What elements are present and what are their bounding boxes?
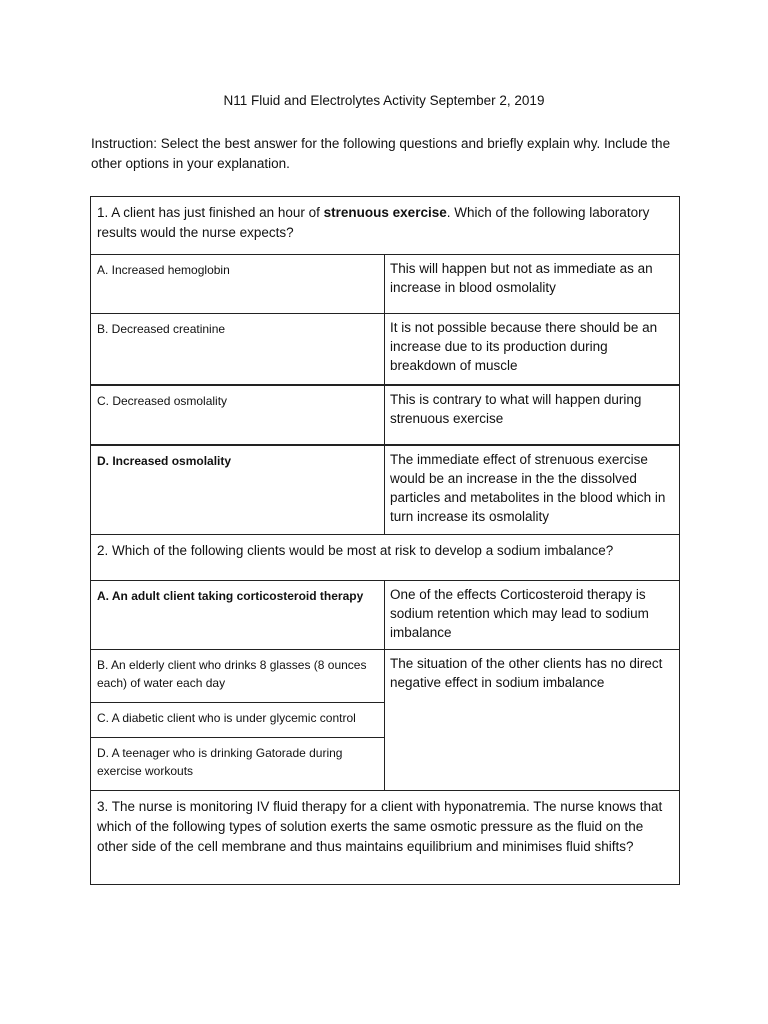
q1-option-b: B. Decreased creatinine xyxy=(91,314,385,386)
q1-text-bold: strenuous exercise xyxy=(323,205,447,220)
instruction-text: Instruction: Select the best answer for the following questions and briefly explain why. Include the other options in your explanation. xyxy=(91,136,671,171)
q2-question: 2. Which of the following clients would be most at risk to develop a sodium imbalance? xyxy=(91,535,680,581)
q1-explanation-b: It is not possible because there should be an increase due to its production during breakdown of muscle xyxy=(385,314,680,386)
q1-explanation-d: The immediate effect of strenuous exercise would be an increase in the the dissolved particles and metabolites in the blood which in turn increase its osmolality xyxy=(385,445,680,535)
q2-row xyxy=(91,535,680,581)
q2-explanation-others: The situation of the other clients has no direct negative effect in sodium imbalance xyxy=(385,650,680,791)
q1-option-a: A. Increased hemoglobin xyxy=(91,255,385,314)
q1-option-row xyxy=(91,445,680,535)
q2-explanation-a: One of the effects Corticosteroid therapy is sodium retention which may lead to sodium imbalance xyxy=(385,581,680,650)
q1-question xyxy=(91,197,680,255)
q1-explanation-c: This is contrary to what will happen during strenuous exercise xyxy=(385,385,680,445)
q1-row xyxy=(91,197,680,255)
q2-option-row xyxy=(91,581,680,650)
q1-explanation-a: This will happen but not as immediate as an increase in blood osmolality xyxy=(385,255,680,314)
q2-option-c: C. A diabetic client who is under glycemic control xyxy=(91,703,385,738)
q2-option-row xyxy=(91,650,680,703)
q1-option-row xyxy=(91,255,680,314)
q3-row xyxy=(91,791,680,885)
q1-option-d-correct: D. Increased osmolality xyxy=(91,445,385,535)
q3-question: 3. The nurse is monitoring IV fluid therapy for a client with hyponatremia. The nurse knows that which of the following types of solution exerts the same osmotic pressure as the fluid on the other side of the cell membrane and thus maintains equilibrium and minimises fluid shifts? xyxy=(91,791,680,885)
q2-option-a-correct: A. An adult client taking corticosteroid therapy xyxy=(91,581,385,650)
q2-option-d: D. A teenager who is drinking Gatorade during exercise workouts xyxy=(91,738,385,791)
q1-option-row xyxy=(91,314,680,386)
questions-table xyxy=(90,196,680,885)
q2-option-b: B. An elderly client who drinks 8 glasses (8 ounces each) of water each day xyxy=(91,650,385,703)
q1-option-row xyxy=(91,385,680,445)
q1-text-before: 1. A client has just finished an hour of xyxy=(97,205,324,220)
q1-text-after: . Which of the following laboratory results would the nurse expects? xyxy=(97,205,650,240)
document-title: N11 Fluid and Electrolytes Activity September 2, 2019 xyxy=(223,93,545,108)
q1-option-c: C. Decreased osmolality xyxy=(91,385,385,445)
